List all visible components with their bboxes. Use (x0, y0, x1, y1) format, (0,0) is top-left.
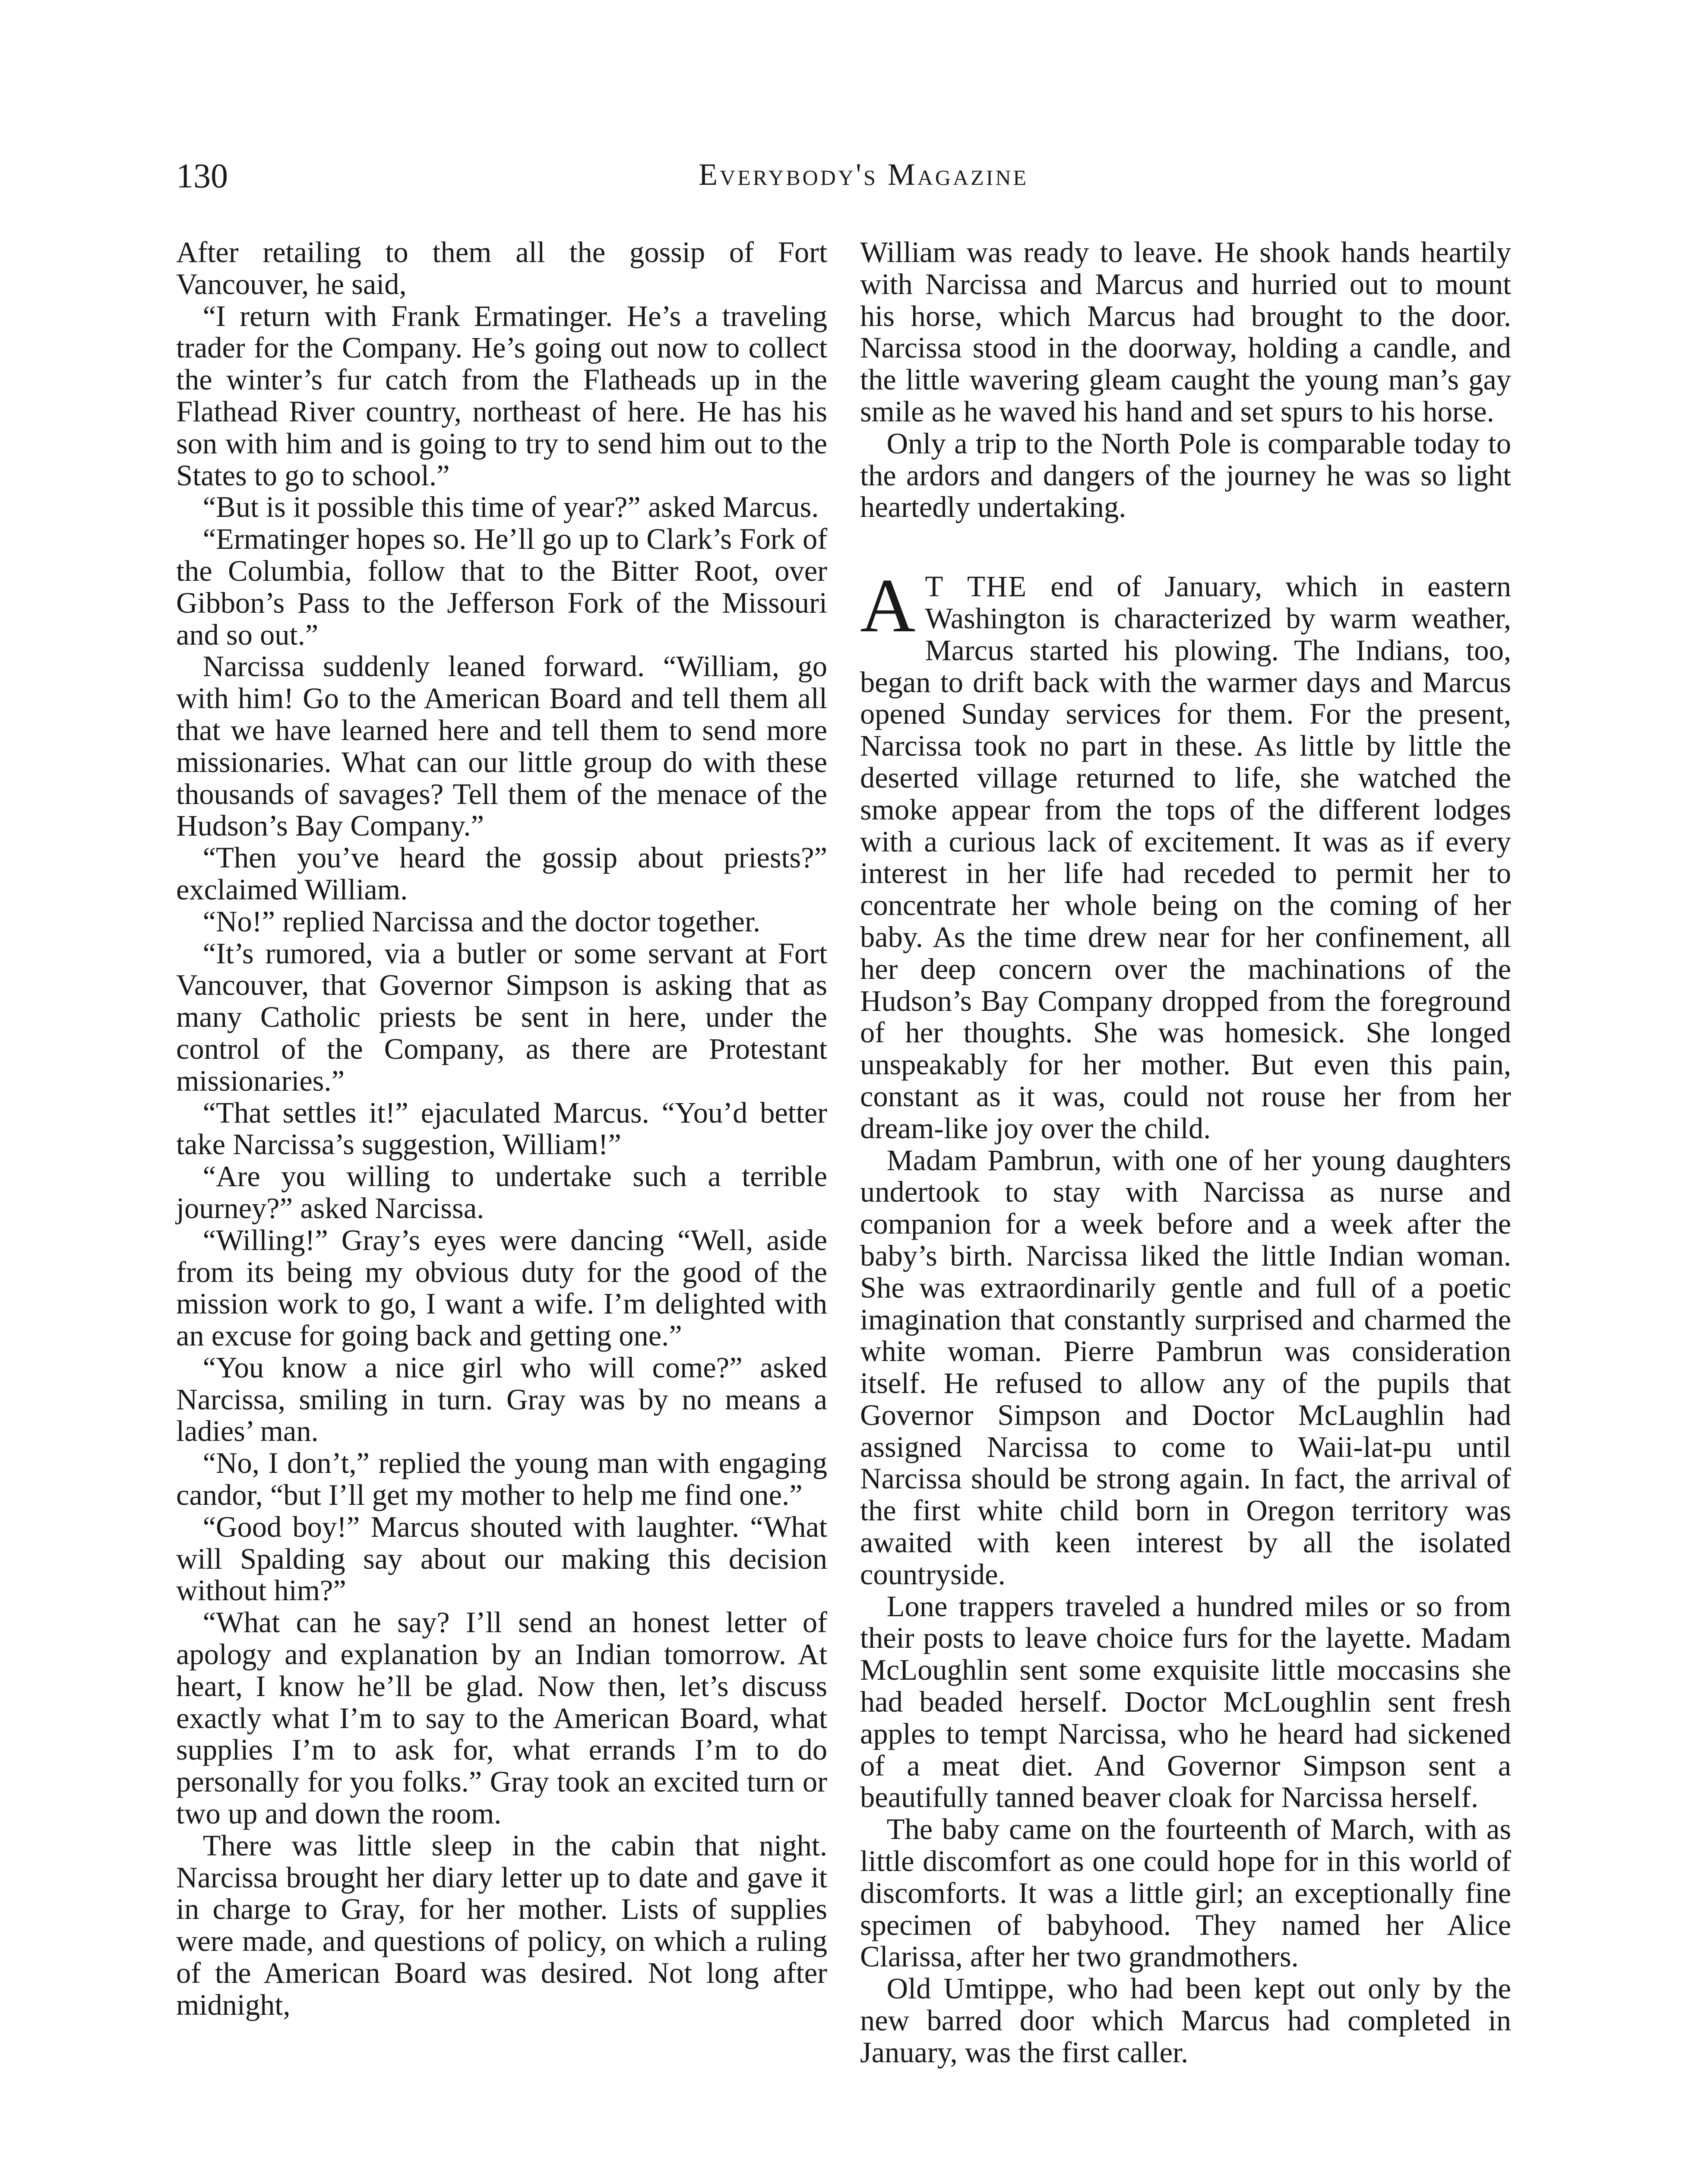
paragraph: After retailing to them all the gossip of Fort Vancouver, he said, (176, 236, 827, 301)
paragraph: “Are you willing to undertake such a terrible journey?” asked Narcissa. (176, 1160, 827, 1225)
paragraph-text: end of January, which in eastern Washington is characterized by warm weather, Marcus started his plowing. The Indians, too, began to drift back with the warmer days and Marcus opened Sunday services for them. For the present, Narcissa took no part in these. As little by little the deserted village returned to life, she watched the smoke appear from the tops of the different lodges with a curious lack of excitement. It was as if every interest in her life had receded to permit her to concentrate her whole being on the coming of her baby. As the time drew near for her confinement, all her deep concern over the machinations of the Hudson’s Bay Company dropped from the foreground of her thoughts. She was homesick. She longed unspeakably for her mother. But even this pain, constant as it was, could not rouse her from her dream-like joy over the child. (860, 570, 1511, 1145)
paragraph: “No!” replied Narcissa and the doctor together. (202, 905, 761, 938)
left-column (176, 237, 827, 2159)
paragraph: Lone trappers traveled a hundred miles or so from their posts to leave choice furs for the layette. Madam McLoughlin sent some exquisite little moccasins she had beaded herself. Doctor McLoughlin sent fresh apples to tempt Narcissa, who he heard had sickened of a meat diet. And Governor Simpson sent a beautifully tanned beaver cloak for Narcissa herself. (860, 1589, 1511, 1814)
paragraph: William was ready to leave. He shook hands heartily with Narcissa and Marcus and hurried out to mount his horse, which Marcus had brought to the door. Narcissa stood in the doorway, holding a candle, and the little wavering gleam caught the young man’s gay smile as he waved his hand and set spurs to his horse. (860, 236, 1511, 428)
paragraph: Only a trip to the North Pole is comparable today to the ardors and dangers of the journey he was so light heartedly undertaking. (860, 427, 1511, 524)
paragraph: “No, I don’t,” replied the young man with engaging candor, “but I’ll get my mother to help me find one.” (176, 1447, 827, 1512)
paragraph: “I return with Frank Ermatinger. He’s a traveling trader for the Company. He’s going out now to collect the winter’s fur catch from the Flatheads up in the Flathead River country, northeast of here. He has his son with him and is going to try to send him out to the States to go to school.” (176, 299, 827, 492)
paragraph: “Willing!” Gray’s eyes were dancing “Well, aside from its being my obvious duty for the good of the mission work to go, I want a wife. I’m delighted with an excuse for going back and getting one.” (176, 1223, 827, 1352)
paragraph: “It’s rumored, via a butler or some servant at Fort Vancouver, that Governor Simpson is asking that as many Catholic priests be sent in here, under the control of the Company, as there are Protestant missionaries.” (176, 937, 827, 1097)
page-number: 130 (176, 157, 228, 195)
lead-in: T THE (925, 570, 1028, 603)
running-head: Everybody's Magazine (699, 157, 1028, 192)
paragraph: The baby came on the fourteenth of March, with as little discomfort as one could hope for in this world of discomforts. It was a little girl; an exceptionally fine specimen of babyhood. They named her Alice Clarissa, after her two grandmothers. (860, 1813, 1511, 1973)
paragraph: There was little sleep in the cabin that night. Narcissa brought her diary letter up to date and gave it in charge to Gray, for her mother. Lists of supplies were made, and questions of policy, on which a ruling of the American Board was desired. Not long after midnight, (176, 1829, 827, 2021)
paragraph: Old Umtippe, who had been kept out only by the new barred door which Marcus had completed in January, was the first caller. (860, 1972, 1511, 2069)
paragraph: “Ermatinger hopes so. He’ll go up to Clark’s Fork of the Columbia, follow that to the Bitter Root, over Gibbon’s Pass to the Jefferson Fork of the Missouri and so out.” (176, 522, 827, 651)
paragraph: “Then you’ve heard the gossip about priests?” exclaimed William. (176, 841, 827, 906)
paragraph: “What can he say? I’ll send an honest letter of apology and explanation by an Indian tomorrow. At heart, I know he’ll be glad. Now then, let’s discuss exactly what I’m to say to the American Board, what supplies I’m to ask for, what errands I’m to do personally for you folks.” Gray took an excited turn or two up and down the room. (176, 1606, 827, 1830)
right-column (860, 237, 1511, 2159)
paragraph: “But is it possible this time of year?” asked Marcus. (202, 491, 819, 524)
page-header (0, 0, 1708, 225)
paragraph: Madam Pambrun, with one of her young daughters undertook to stay with Narcissa as nurse and companion for a week before and a week after the baby’s birth. Narcissa liked the little Indian woman. She was extraordinarily gentle and full of a poetic imagination that constantly surprised and charmed the white woman. Pierre Pambrun was consideration itself. He refused to allow any of the pupils that Governor Simpson and Doctor McLaughlin had assigned Narcissa to come to Waii-lat-pu until Narcissa should be strong again. In fact, the arrival of the first white child born in Oregon territory was awaited with keen interest by all the isolated countryside. (860, 1143, 1511, 1591)
section-opening-paragraph (860, 563, 1511, 1145)
drop-cap: A (860, 563, 916, 649)
paragraph: “Good boy!” Marcus shouted with laughter. “What will Spalding say about our making this decision without him?” (176, 1510, 827, 1607)
paragraph: “You know a nice girl who will come?” asked Narcissa, smiling in turn. Gray was by no means a ladies’ man. (176, 1351, 827, 1448)
paragraph: “That settles it!” ejaculated Marcus. “You’d better take Narcissa’s suggestion, William!” (176, 1096, 827, 1161)
paragraph: Narcissa suddenly leaned forward. “William, go with him! Go to the American Board and tell them all that we have learned here and tell them to send more missionaries. What can our little group do with these thousands of savages? Tell them of the menace of the Hudson’s Bay Company.” (176, 650, 827, 842)
